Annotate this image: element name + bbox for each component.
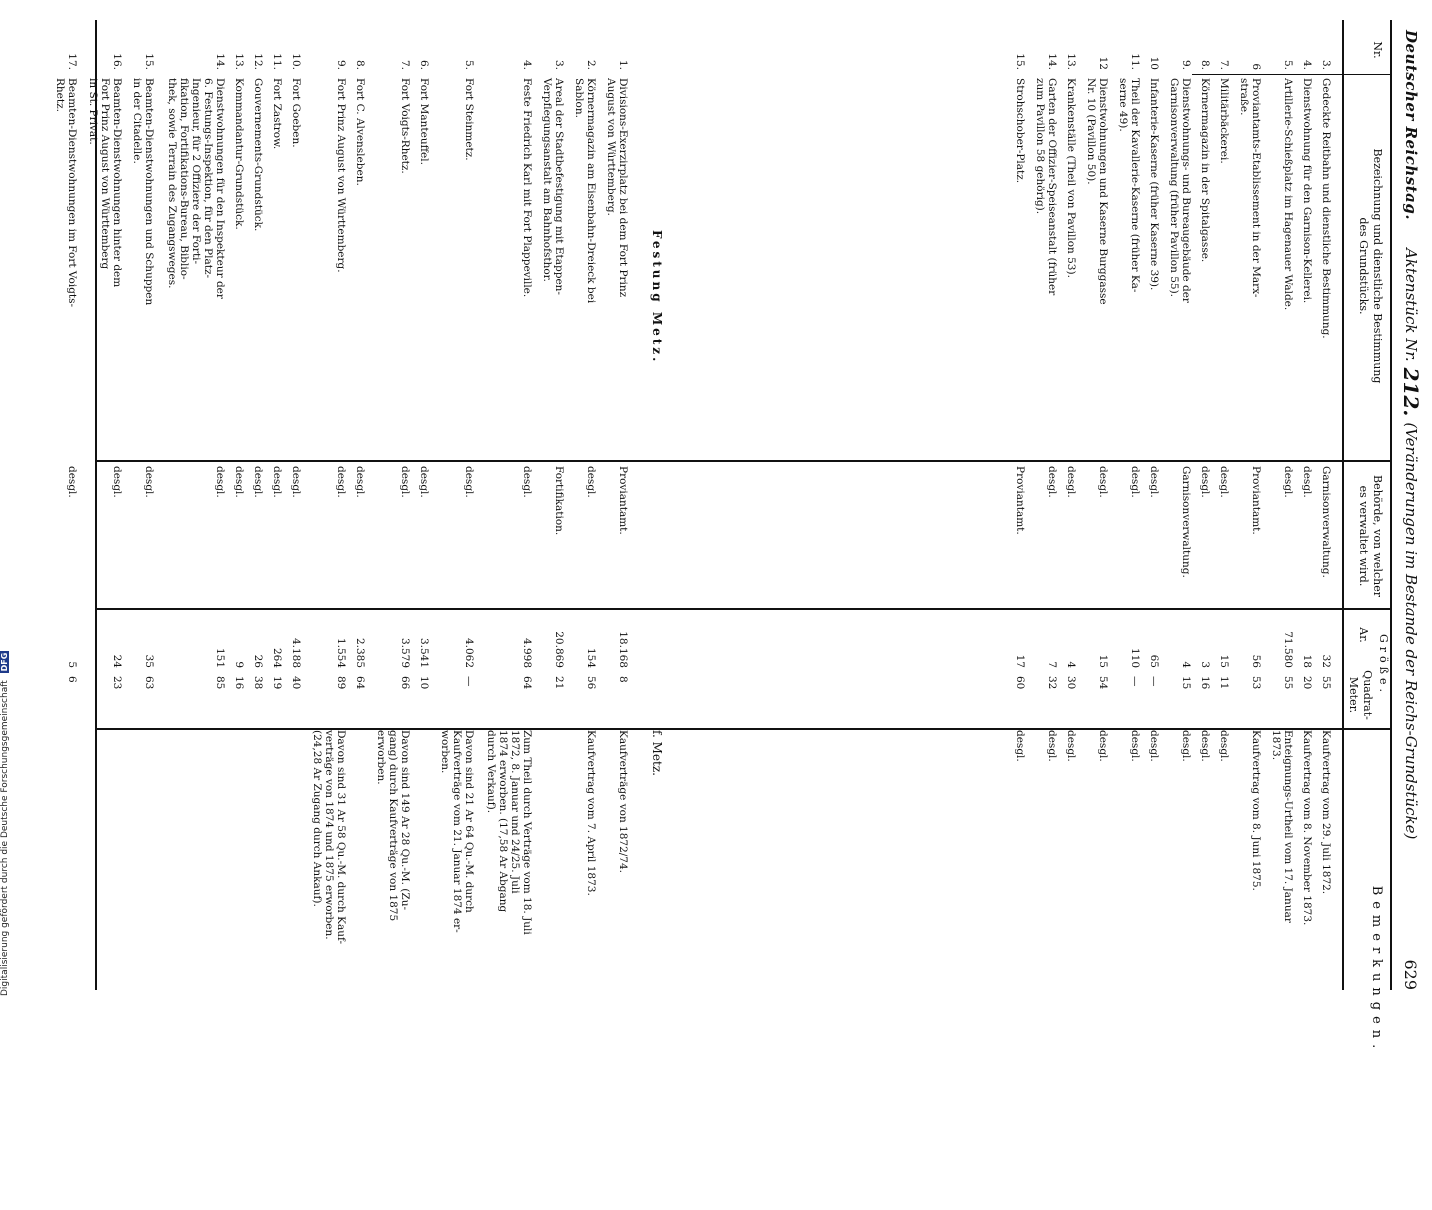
row-description: Theil der Kavallerie-Kaserne (früher Ka- serne 49). (1116, 78, 1141, 293)
row-remarks: desgl. (1148, 730, 1160, 762)
row-authority: desgl. (418, 466, 430, 498)
row-ar: 3.579 (399, 637, 411, 668)
row-remarks: Kaufvertrag vom 8. Juni 1875. (1250, 730, 1262, 891)
row-remarks: Davon sind 21 Ar 64 Qu.-M. durch Kaufverträge vom 21. Januar 1874 er- worben. (438, 730, 475, 933)
row-qm: — (1129, 676, 1141, 687)
row-ar: 4 (1065, 661, 1077, 668)
row-description: Fort Steinmetz. (463, 78, 475, 161)
row-nr: 1. (617, 59, 629, 70)
row-description: Areal der Stadtbefestigung mit Etappen- Verpflegungsanstalt am Bahnhofsthor. (540, 78, 565, 295)
col-divider-4 (97, 728, 1392, 730)
row-qm: 10 (418, 676, 430, 690)
section-heading: Festung Metz. (650, 230, 664, 365)
row-remarks: desgl. (1046, 730, 1058, 762)
row-nr: 16. (111, 53, 123, 70)
row-authority: desgl. (1046, 466, 1058, 498)
row-qm: 11 (1218, 676, 1230, 690)
colhead-rule (1343, 20, 1345, 990)
row-description: Dienstwohnung für den Garnison-Kellerei. (1301, 78, 1313, 304)
row-nr: 10. (290, 53, 302, 70)
row-description: Fort Goeben. (290, 78, 302, 148)
footer-note-text: Digitalisierung gefördert durch die Deutsche Forschungsgemeinschaft (0, 680, 10, 996)
dfg-logo: DFG (0, 652, 9, 672)
header-title: Deutscher Reichstag. (1402, 30, 1420, 221)
row-nr: 6 (1250, 63, 1262, 70)
row-ar: 1.554 (335, 637, 347, 668)
header-subtitle: (Veränderungen im Bestande der Reichs-Grundstücke) (1402, 422, 1420, 840)
row-authority: Fortifikation. (553, 466, 565, 536)
row-nr: 15. (1014, 53, 1026, 70)
row-qm: 40 (290, 676, 302, 690)
col-divider-1 (1192, 74, 1392, 75)
row-authority: Garnisonverwaltung. (1180, 466, 1192, 578)
row-description: Fort C. Alvensleben. (354, 78, 366, 186)
row-authority: desgl. (252, 466, 264, 498)
row-nr: 3. (1320, 59, 1332, 70)
row-qm: 55 (1282, 676, 1294, 690)
row-authority: desgl. (585, 466, 597, 498)
row-nr: 12 (1097, 56, 1109, 70)
row-authority: desgl. (214, 466, 226, 498)
colhead-groesse: Größe. (1377, 633, 1390, 697)
col-divider-3 (97, 608, 1392, 610)
row-remarks: desgl. (1199, 730, 1211, 762)
header-rule (1390, 20, 1392, 990)
row-ar: 4.998 (521, 637, 533, 668)
row-nr: 7. (399, 59, 411, 70)
row-description: Feste Friedrich Karl mit Fort Plappeville. (521, 78, 533, 298)
row-ar: 3.541 (418, 637, 430, 668)
row-ar: 56 (1250, 654, 1262, 668)
row-authority: desgl. (463, 466, 475, 498)
row-qm: 32 (1046, 676, 1058, 690)
row-authority: desgl. (1199, 466, 1211, 498)
row-description: Kommandantur-Grundstück. (233, 78, 245, 230)
row-description: Dienstwohnungen und Kaserne Burggasse Nr. 10 (Pavillon 50). (1084, 78, 1109, 305)
row-authority: desgl. (233, 466, 245, 498)
row-qm: 16 (233, 676, 245, 690)
row-authority: Garnisonverwaltung. (1320, 466, 1332, 578)
row-remarks: Kaufverträge von 1872/74. (617, 730, 629, 874)
row-ar: 17 (1014, 654, 1026, 668)
row-ar: 71.580 (1282, 631, 1294, 668)
row-nr: 6. (418, 59, 430, 70)
row-authority: desgl. (335, 466, 347, 498)
row-qm: 85 (214, 676, 226, 690)
row-nr: 11. (1129, 53, 1141, 70)
section-letter: f. Metz. (650, 730, 664, 776)
row-authority: desgl. (521, 466, 533, 498)
row-remarks: Enteignungs-Urtheil vom 17. Januar 1873. (1269, 730, 1294, 923)
row-nr: 14. (1046, 53, 1058, 70)
colhead-nr: Nr. (1371, 41, 1384, 59)
row-ar: 2.385 (354, 637, 366, 668)
row-remarks: Kaufvertrag vom 8. November 1873. (1301, 730, 1313, 926)
row-nr: 14. (214, 53, 226, 70)
row-authority: desgl. (290, 466, 302, 498)
row-qm: 20 (1301, 676, 1313, 690)
row-description: Dienstwohnungen für den Inspekteur der 6. Festungs-Inspektion, für den Platz- Ingenieur, für 2 Offiziere der Forti- fikation, Fortifikations-Bureau, Biblio- thek, sowie Terrain des Zugangsweges. (165, 78, 226, 299)
row-nr: 10 (1148, 56, 1160, 70)
row-nr: 5. (463, 59, 475, 70)
row-nr: 13. (233, 53, 245, 70)
row-description: Fort Zastrow. (271, 78, 283, 150)
row-authority: desgl. (354, 466, 366, 498)
row-qm: 8 (617, 676, 629, 683)
row-description: Strohschober-Platz. (1014, 78, 1026, 184)
row-nr: 17. (66, 53, 78, 70)
row-description: Beamten-Dienstwohnungen hinter dem Fort Prinz August von Württemberg in St. Privat. (86, 78, 123, 288)
row-authority: desgl. (111, 466, 123, 498)
row-nr: 2. (585, 59, 597, 70)
row-ar: 264 (271, 647, 283, 668)
row-authority: Proviantamt. (617, 466, 629, 535)
row-description: Beamten-Dienstwohnungen und Schuppen in der Citadelle. (130, 78, 155, 306)
row-qm: — (463, 676, 475, 687)
row-qm: 6 (66, 676, 78, 683)
row-qm: 60 (1014, 676, 1026, 690)
row-remarks: desgl. (1218, 730, 1230, 762)
row-description: Beamten-Dienstwohnungen im Fort Voigts- Rhetz. (53, 78, 78, 308)
row-description: Körnermagazin in der Spitalgasse. (1199, 78, 1211, 263)
row-qm: 16 (1199, 676, 1211, 690)
row-authority: desgl. (1218, 466, 1230, 498)
row-authority: desgl. (143, 466, 155, 498)
row-ar: 7 (1046, 661, 1058, 668)
row-ar: 3 (1199, 661, 1211, 668)
row-authority: desgl. (1129, 466, 1141, 498)
row-nr: 4. (521, 59, 533, 70)
row-nr: 13. (1065, 53, 1077, 70)
row-description: Fort Manteuffel. (418, 78, 430, 165)
row-ar: 110 (1129, 647, 1141, 668)
row-ar: 151 (214, 647, 226, 668)
row-authority: desgl. (1065, 466, 1077, 498)
row-nr: 3. (553, 59, 565, 70)
row-authority: Proviantamt. (1014, 466, 1026, 535)
row-qm: 19 (271, 676, 283, 690)
header-number: 212. (1399, 367, 1423, 417)
row-remarks: desgl. (1180, 730, 1192, 762)
colhead-bem: Bemerkungen. (1369, 885, 1384, 1055)
row-qm: 55 (1320, 676, 1332, 690)
row-authority: desgl. (1301, 466, 1313, 498)
row-qm: 66 (399, 676, 411, 690)
row-ar: 9 (233, 661, 245, 668)
row-authority: desgl. (1282, 466, 1294, 498)
row-ar: 4.188 (290, 637, 302, 668)
row-qm: 15 (1180, 676, 1192, 690)
row-qm: 30 (1065, 676, 1077, 690)
row-nr: 9. (335, 59, 347, 70)
colhead-desc: Bezeichnung und dienstliche Bestimmung des Grundstücks. (1357, 148, 1384, 384)
col-divider-2 (97, 460, 1392, 462)
row-qm: 89 (335, 676, 347, 690)
colhead-ar: Ar. (1357, 627, 1370, 643)
row-ar: 24 (111, 654, 123, 668)
row-nr: 12. (252, 53, 264, 70)
row-qm: 56 (585, 676, 597, 690)
row-nr: 9. (1180, 59, 1192, 70)
row-description: Gouvernements-Grundstück. (252, 78, 264, 232)
row-qm: — (1148, 676, 1160, 687)
row-description: Infanterie-Kaserne (früher Kaserne 39). (1148, 78, 1160, 291)
row-nr: 11. (271, 53, 283, 70)
page-header (1398, 30, 1424, 990)
row-remarks: Zum Theil durch Verträge vom 18. Juli 1872, 8. Januar und 24/25. Juli 1874 erworben. (17,58 Ar Abgang durch Verkauf). (484, 730, 533, 935)
row-qm: 63 (143, 676, 155, 690)
row-qm: 64 (521, 676, 533, 690)
row-description: Dienstwohnungs- und Bureaugebäude der Garnisonverwaltung (früher Pavillon 55). (1167, 78, 1192, 303)
digitization-note (0, 6, 10, 1000)
row-description: Fort Voigts-Rhetz. (399, 78, 411, 174)
row-qm: 21 (553, 676, 565, 690)
row-remarks: desgl. (1129, 730, 1141, 762)
row-description: Militärbäckerei. (1218, 78, 1230, 164)
row-qm: 38 (252, 676, 264, 690)
row-ar: 15 (1218, 654, 1230, 668)
row-authority: desgl. (271, 466, 283, 498)
header-aktenstueck: Aktenstück Nr. (1402, 248, 1420, 362)
row-ar: 18.168 (617, 631, 629, 668)
row-description: Fort Prinz August von Württemberg. (335, 78, 347, 273)
row-remarks: Davon sind 31 Ar 58 Qu.-M. durch Kauf- verträge von 1874 und 1875 erworben. (24,28 Ar Zugang durch Ankauf). (310, 730, 347, 945)
row-authority: desgl. (66, 466, 78, 498)
row-authority: desgl. (1097, 466, 1109, 498)
colhead-qm: Quadrat- Meter. (1347, 670, 1374, 720)
row-remarks: desgl. (1014, 730, 1026, 762)
row-authority: desgl. (399, 466, 411, 498)
row-ar: 26 (252, 654, 264, 668)
row-nr: 8. (1199, 59, 1211, 70)
row-nr: 8. (354, 59, 366, 70)
row-ar: 15 (1097, 654, 1109, 668)
row-authority: Proviantamt. (1250, 466, 1262, 535)
row-remarks: Davon sind 149 Ar 28 Qu.-M. (Zu- gang) durch Kaufverträge von 1875 erworben. (374, 730, 411, 922)
row-ar: 32 (1320, 654, 1332, 668)
row-nr: 5. (1282, 59, 1294, 70)
row-description: Gedeckte Reitbahn und dienstliche Bestimmung. (1320, 78, 1332, 339)
row-remarks: Kaufvertrag vom 29. Juli 1872. (1320, 730, 1332, 895)
row-ar: 65 (1148, 654, 1160, 668)
row-authority: desgl. (1148, 466, 1160, 498)
row-description: Proviantamts-Etablissement in der Marx- straße. (1237, 78, 1262, 298)
row-ar: 20.869 (553, 631, 565, 668)
row-nr: 4. (1301, 59, 1313, 70)
row-ar: 4 (1180, 661, 1192, 668)
row-description: Körnermagazin am Eisenbahn-Dreieck bei Sablon. (572, 78, 597, 304)
row-description: Artillerie-Schießplatz im Hagenauer Walde. (1282, 78, 1294, 311)
row-nr: 15. (143, 53, 155, 70)
page-number: 629 (1401, 959, 1421, 990)
row-ar: 4.062 (463, 637, 475, 668)
row-nr: 7. (1218, 59, 1230, 70)
row-remarks: desgl. (1097, 730, 1109, 762)
row-remarks: Kaufvertrag vom 7. April 1873. (585, 730, 597, 896)
row-ar: 35 (143, 654, 155, 668)
row-qm: 23 (111, 676, 123, 690)
row-qm: 53 (1250, 676, 1262, 690)
row-ar: 18 (1301, 654, 1313, 668)
row-ar: 154 (585, 647, 597, 668)
row-description: Divisions-Exerzirplatz bei dem Fort Prinz August von Württemberg. (604, 78, 629, 298)
row-qm: 54 (1097, 676, 1109, 690)
row-qm: 64 (354, 676, 366, 690)
row-remarks: desgl. (1065, 730, 1077, 762)
row-description: Krankenställe (Theil von Pavillon 53). (1065, 78, 1077, 278)
row-description: Garten der Offizier-Speiseanstalt (früher zum Pavillon 58 gehörig). (1033, 78, 1058, 296)
row-ar: 5 (66, 661, 78, 668)
colhead-beh: Behörde, von welcher es verwaltet wird. (1357, 475, 1384, 597)
